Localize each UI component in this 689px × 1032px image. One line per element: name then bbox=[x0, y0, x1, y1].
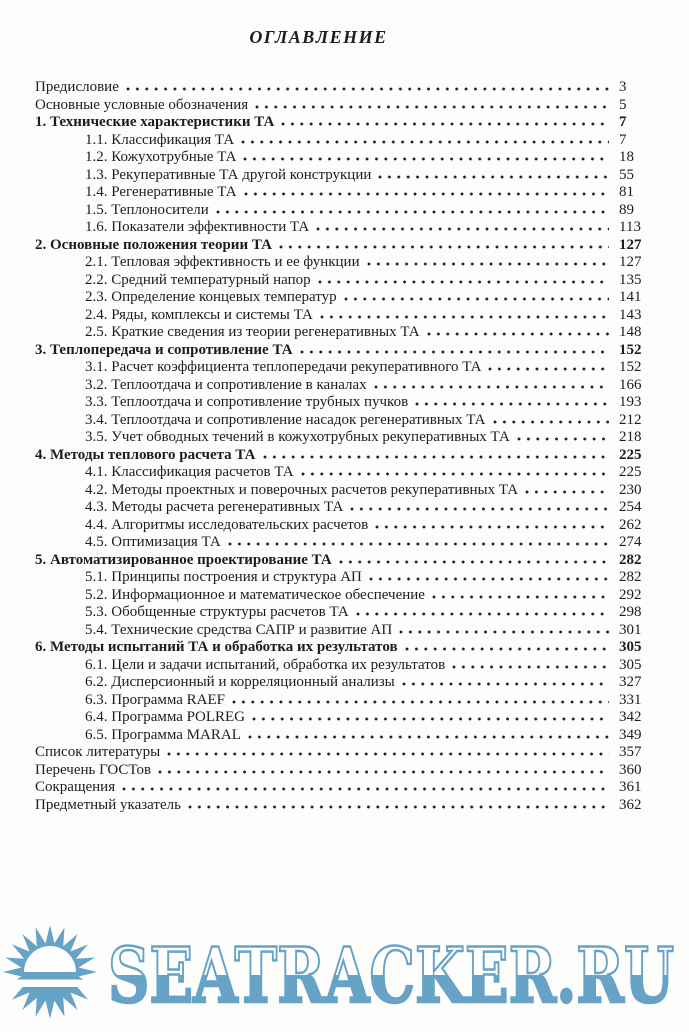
dot-leader bbox=[263, 455, 609, 459]
toc-entry-page-number: 362 bbox=[619, 796, 642, 813]
watermark-text: SEATRACKER.RU bbox=[108, 931, 674, 1020]
dot-leader bbox=[350, 507, 609, 511]
toc-entry-label: 3. Теплопередача и сопротивление ТА bbox=[35, 341, 293, 358]
dot-leader bbox=[243, 157, 609, 161]
toc-entry-page-number: 148 bbox=[619, 324, 642, 340]
toc-entry bbox=[35, 517, 665, 535]
toc-entry-page-number: 301 bbox=[619, 621, 642, 638]
dot-leader bbox=[167, 752, 609, 756]
toc-entry bbox=[35, 499, 665, 517]
toc-entry-page-number: 225 bbox=[619, 464, 642, 480]
toc-entry-label: 5.4. Технические средства САПР и развитие АП bbox=[85, 621, 393, 638]
toc-entry bbox=[35, 377, 665, 395]
dot-leader bbox=[402, 682, 609, 686]
table-of-contents bbox=[35, 79, 665, 814]
dot-leader bbox=[248, 735, 609, 739]
toc-entry-page-number: 7 bbox=[619, 131, 627, 148]
toc-entry bbox=[35, 779, 665, 797]
dot-leader bbox=[493, 420, 610, 424]
dot-leader bbox=[122, 787, 609, 791]
toc-entry-page-number: 298 bbox=[619, 604, 642, 620]
toc-entry-label: 4.5. Оптимизация ТА bbox=[85, 534, 221, 550]
toc-entry-page-number: 349 bbox=[619, 726, 642, 743]
dot-leader bbox=[255, 105, 609, 109]
dot-leader bbox=[279, 245, 609, 249]
toc-entry-page-number: 55 bbox=[619, 166, 634, 183]
toc-entry-page-number: 193 bbox=[619, 394, 642, 410]
toc-entry-label: 1.2. Кожухотрубные ТА bbox=[85, 149, 237, 165]
toc-entry-label: Основные условные обозначения bbox=[35, 96, 249, 113]
toc-entry bbox=[35, 324, 665, 342]
toc-entry bbox=[35, 97, 665, 115]
dot-leader bbox=[452, 665, 609, 669]
dot-leader bbox=[158, 770, 609, 774]
toc-entry bbox=[35, 569, 665, 587]
dot-leader bbox=[344, 297, 609, 301]
toc-entry-label: 3.3. Теплоотдача и сопротивление трубных пучков bbox=[85, 394, 409, 410]
page-title: ОГЛАВЛЕНИЕ bbox=[249, 27, 388, 47]
dot-leader bbox=[228, 542, 609, 546]
toc-entry-label: 6.1. Цели и задачи испытаний, обработка их результатов bbox=[85, 656, 446, 673]
book-toc-page bbox=[0, 27, 689, 1020]
dot-leader bbox=[369, 577, 609, 581]
dot-leader bbox=[339, 560, 609, 564]
dot-leader bbox=[281, 122, 609, 126]
toc-entry-page-number: 230 bbox=[619, 481, 642, 498]
toc-entry-page-number: 254 bbox=[619, 499, 642, 515]
dot-leader bbox=[375, 525, 609, 529]
toc-entry-page-number: 89 bbox=[619, 201, 634, 218]
toc-entry-label: 1.5. Теплоносители bbox=[85, 201, 209, 218]
toc-entry bbox=[35, 709, 665, 727]
dot-leader bbox=[432, 595, 609, 599]
toc-entry-label: 1. Технические характеристики ТА bbox=[35, 114, 275, 130]
toc-entry bbox=[35, 132, 665, 150]
toc-entry bbox=[35, 79, 665, 97]
toc-entry bbox=[35, 797, 665, 815]
toc-entry-label: Предметный указатель bbox=[35, 796, 181, 813]
dot-leader bbox=[415, 402, 609, 406]
toc-entry bbox=[35, 167, 665, 185]
toc-entry bbox=[35, 184, 665, 202]
watermark-text-lower-half: SEATRACKER.RU bbox=[108, 931, 674, 1020]
toc-entry-page-number: 305 bbox=[619, 656, 642, 673]
toc-entry-page-number: 5 bbox=[619, 96, 627, 113]
toc-entry-label: 2.5. Краткие сведения из теории регенеративных ТА bbox=[85, 324, 420, 340]
toc-entry-page-number: 212 bbox=[619, 411, 642, 428]
toc-entry-label: 2.4. Ряды, комплексы и системы ТА bbox=[85, 306, 313, 323]
toc-entry bbox=[35, 394, 665, 412]
dot-leader bbox=[374, 385, 609, 389]
toc-entry-label: 6. Методы испытаний ТА и обработка их результатов bbox=[35, 639, 398, 655]
toc-entry bbox=[35, 202, 665, 220]
toc-entry bbox=[35, 447, 665, 465]
toc-entry-label: 3.5. Учет обводных течений в кожухотрубных рекуперативных ТА bbox=[85, 429, 510, 445]
toc-entry-label: 4.3. Методы расчета регенеративных ТА bbox=[85, 499, 344, 515]
toc-entry-label: Сокращения bbox=[35, 779, 116, 795]
dot-leader bbox=[252, 717, 609, 721]
toc-entry bbox=[35, 674, 665, 692]
dot-leader bbox=[356, 612, 609, 616]
toc-entry-page-number: 127 bbox=[619, 254, 642, 270]
toc-entry bbox=[35, 587, 665, 605]
toc-entry bbox=[35, 237, 665, 255]
dot-leader bbox=[126, 87, 609, 91]
toc-entry-label: 1.1. Классификация ТА bbox=[85, 131, 235, 148]
toc-entry bbox=[35, 657, 665, 675]
toc-entry bbox=[35, 604, 665, 622]
toc-entry bbox=[35, 534, 665, 552]
toc-entry-page-number: 292 bbox=[619, 586, 642, 603]
toc-entry bbox=[35, 359, 665, 377]
toc-entry-page-number: 305 bbox=[619, 639, 642, 655]
toc-entry bbox=[35, 744, 665, 762]
toc-entry-page-number: 342 bbox=[619, 709, 642, 725]
toc-entry-page-number: 3 bbox=[619, 79, 627, 95]
toc-entry-page-number: 262 bbox=[619, 516, 642, 533]
toc-entry bbox=[35, 482, 665, 500]
toc-entry-page-number: 218 bbox=[619, 429, 642, 445]
toc-entry-page-number: 327 bbox=[619, 674, 642, 690]
toc-entry-page-number: 18 bbox=[619, 149, 634, 165]
toc-entry-page-number: 225 bbox=[619, 446, 642, 463]
toc-entry-label: 3.1. Расчет коэффициента теплопередачи рекуперативного ТА bbox=[85, 359, 482, 375]
dot-leader bbox=[320, 315, 609, 319]
toc-entry bbox=[35, 412, 665, 430]
toc-entry bbox=[35, 692, 665, 710]
toc-entry bbox=[35, 289, 665, 307]
toc-entry-label: 4.2. Методы проектных и поверочных расчетов рекуперативных ТА bbox=[85, 481, 519, 498]
toc-entry-page-number: 127 bbox=[619, 236, 642, 253]
dot-leader bbox=[188, 805, 609, 809]
toc-entry bbox=[35, 272, 665, 290]
dot-leader bbox=[241, 140, 609, 144]
toc-entry bbox=[35, 727, 665, 745]
toc-entry bbox=[35, 149, 665, 167]
dot-leader bbox=[300, 350, 609, 354]
dot-leader bbox=[216, 210, 609, 214]
toc-entry bbox=[35, 762, 665, 780]
toc-entry-label: 2. Основные положения теории ТА bbox=[35, 236, 272, 253]
toc-entry-label: 4. Методы теплового расчета ТА bbox=[35, 446, 256, 463]
dot-leader bbox=[244, 192, 609, 196]
toc-entry-page-number: 7 bbox=[619, 114, 627, 130]
toc-entry-label: Предисловие bbox=[35, 79, 119, 95]
watermark bbox=[0, 887, 689, 1027]
toc-entry-page-number: 282 bbox=[619, 551, 642, 568]
toc-entry-page-number: 152 bbox=[619, 359, 642, 375]
toc-entry-page-number: 357 bbox=[619, 744, 642, 760]
toc-entry bbox=[35, 114, 665, 132]
toc-entry-page-number: 282 bbox=[619, 569, 642, 585]
dot-leader bbox=[525, 490, 609, 494]
toc-entry-label: 4.4. Алгоритмы исследовательских расчетов bbox=[85, 516, 369, 533]
toc-entry-label: 3.4. Теплоотдача и сопротивление насадок регенеративных ТА bbox=[85, 411, 486, 428]
toc-entry-page-number: 141 bbox=[619, 289, 642, 305]
toc-entry-label: 1.3. Рекуперативные ТА другой конструкции bbox=[85, 166, 372, 183]
dot-leader bbox=[517, 437, 609, 441]
dot-leader bbox=[232, 700, 609, 704]
toc-entry-label: 6.4. Программа POLREG bbox=[85, 709, 246, 725]
toc-entry-page-number: 361 bbox=[619, 779, 642, 795]
sun-over-sea-icon bbox=[0, 925, 98, 1019]
toc-entry bbox=[35, 429, 665, 447]
toc-entry-page-number: 274 bbox=[619, 534, 642, 550]
toc-entry-label: Список литературы bbox=[35, 744, 161, 760]
dot-leader bbox=[405, 647, 609, 651]
toc-entry-page-number: 135 bbox=[619, 271, 642, 288]
dot-leader bbox=[399, 630, 609, 634]
toc-entry-label: 5.2. Информационное и математическое обеспечение bbox=[85, 586, 425, 603]
toc-entry-label: 4.1. Классификация расчетов ТА bbox=[85, 464, 294, 480]
toc-entry bbox=[35, 639, 665, 657]
toc-entry-label: Перечень ГОСТов bbox=[35, 761, 152, 778]
toc-entry-page-number: 166 bbox=[619, 376, 642, 393]
toc-entry bbox=[35, 254, 665, 272]
toc-entry-label: 1.4. Регенеративные ТА bbox=[85, 184, 237, 200]
toc-entry bbox=[35, 307, 665, 325]
toc-entry-label: 5. Автоматизированное проектирование ТА bbox=[35, 551, 332, 568]
dot-leader bbox=[367, 262, 609, 266]
toc-entry-label: 1.6. Показатели эффективности ТА bbox=[85, 219, 310, 235]
toc-entry bbox=[35, 622, 665, 640]
toc-entry-page-number: 152 bbox=[619, 341, 642, 358]
dot-leader bbox=[488, 367, 609, 371]
dot-leader bbox=[316, 227, 609, 231]
toc-entry-label: 6.3. Программа RAEF bbox=[85, 691, 226, 708]
dot-leader bbox=[318, 280, 609, 284]
toc-entry-label: 5.3. Обобщенные структуры расчетов ТА bbox=[85, 604, 349, 620]
toc-entry-label: 3.2. Теплоотдача и сопротивление в каналах bbox=[85, 376, 367, 393]
toc-entry-label: 2.1. Тепловая эффективность и ее функции bbox=[85, 254, 360, 270]
toc-entry-label: 5.1. Принципы построения и структура АП bbox=[85, 569, 362, 585]
toc-entry-page-number: 331 bbox=[619, 691, 642, 708]
dot-leader bbox=[427, 332, 609, 336]
toc-entry-page-number: 81 bbox=[619, 184, 634, 200]
dot-leader bbox=[378, 175, 609, 179]
toc-entry-label: 6.2. Дисперсионный и корреляционный анализы bbox=[85, 674, 395, 690]
toc-entry bbox=[35, 464, 665, 482]
toc-entry-label: 6.5. Программа MARAL bbox=[85, 726, 241, 743]
toc-entry-page-number: 113 bbox=[619, 219, 641, 235]
toc-entry bbox=[35, 342, 665, 360]
toc-entry bbox=[35, 219, 665, 237]
toc-entry-page-number: 143 bbox=[619, 306, 642, 323]
toc-entry-label: 2.3. Определение концевых температур bbox=[85, 289, 337, 305]
dot-leader bbox=[301, 472, 609, 476]
toc-entry-label: 2.2. Средний температурный напор bbox=[85, 271, 311, 288]
toc-entry bbox=[35, 552, 665, 570]
toc-entry-page-number: 360 bbox=[619, 761, 642, 778]
